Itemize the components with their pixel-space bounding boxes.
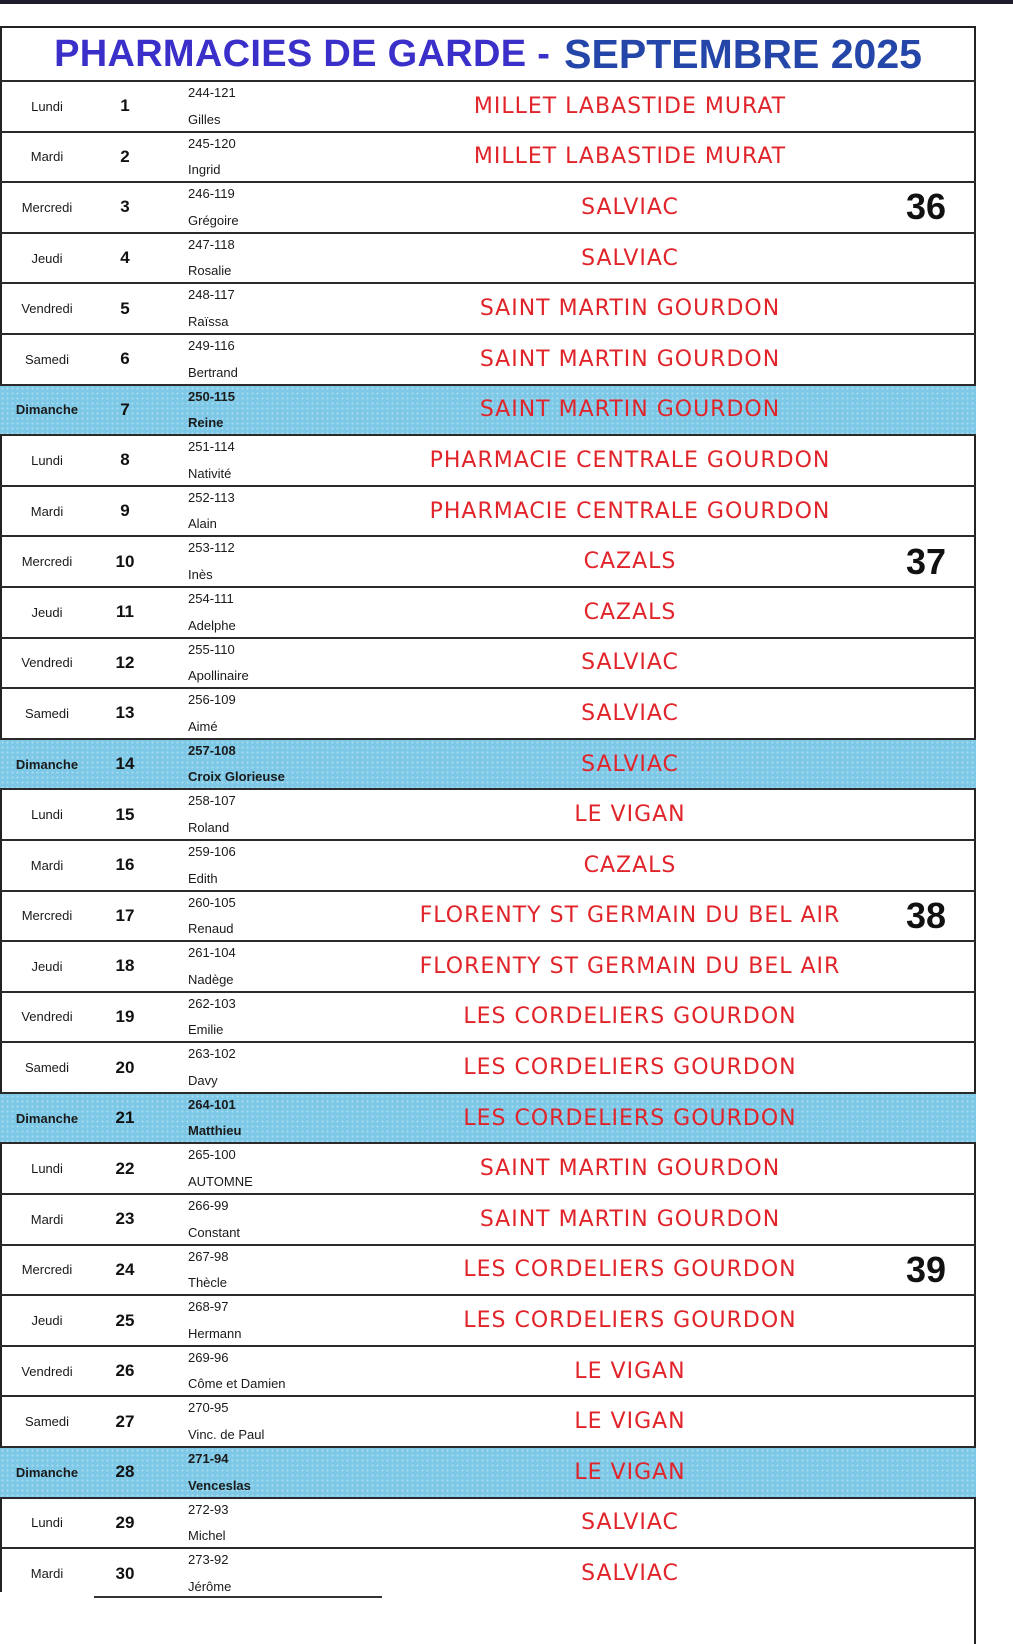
day-of-year-code: 259-106 <box>188 843 236 859</box>
table-row <box>0 839 976 890</box>
table-row <box>0 232 976 283</box>
date-number: 15 <box>115 804 135 824</box>
saint-name: Côme et Damien <box>188 1376 286 1392</box>
day-of-year-code: 250-115 <box>188 388 235 404</box>
day-cell: Samedi <box>24 1060 70 1076</box>
pharmacy-name: FLORENTY ST GERMAIN DU BEL AIR <box>419 953 841 979</box>
pharmacy-name: LES CORDELIERS GOURDON <box>463 1105 797 1131</box>
saint-name: Alain <box>188 516 217 532</box>
table-row <box>0 80 976 131</box>
week-number <box>890 993 962 1042</box>
day-cell: Vendredi <box>21 655 73 671</box>
day-cell: Samedi <box>24 705 70 721</box>
date-number: 4 <box>120 248 130 268</box>
pharmacy-name: SALVIAC <box>581 751 679 777</box>
title-left: PHARMACIES DE GARDE - <box>54 32 551 75</box>
table-row <box>0 890 976 941</box>
week-number <box>890 335 962 384</box>
pharmacy-name: MILLET LABASTIDE MURAT <box>473 93 787 119</box>
table-row <box>0 1092 976 1143</box>
day-of-year-code: 255-110 <box>188 641 235 657</box>
page-title <box>0 28 976 80</box>
week-number <box>890 487 962 536</box>
date-number: 26 <box>115 1361 135 1381</box>
day-of-year-code: 268-97 <box>188 1299 229 1315</box>
saint-name: Matthieu <box>188 1123 242 1139</box>
saint-name: Inès <box>188 566 213 582</box>
saint-name: Constant <box>188 1224 241 1240</box>
date-number: 16 <box>115 855 135 875</box>
day-of-year-code: 251-114 <box>188 439 235 455</box>
saint-name: Nativité <box>188 465 232 481</box>
saint-name: Vinc. de Paul <box>188 1427 265 1443</box>
day-cell: Dimanche <box>15 1464 79 1480</box>
date-number: 14 <box>115 754 135 774</box>
date-number: 8 <box>120 450 130 470</box>
day-of-year-code: 253-112 <box>188 540 235 556</box>
week-number <box>890 740 962 789</box>
day-cell: Lundi <box>31 1161 63 1177</box>
day-of-year-code: 245-120 <box>188 135 236 151</box>
saint-name: Rosalie <box>188 263 232 279</box>
table-row <box>0 1244 976 1295</box>
week-number <box>890 1448 962 1497</box>
duty-table <box>0 80 976 1598</box>
saint-name: Gilles <box>188 111 221 127</box>
date-number: 5 <box>120 298 130 318</box>
day-cell: Dimanche <box>15 402 79 418</box>
saint-name: Venceslas <box>188 1477 251 1493</box>
saint-name: AUTOMNE <box>188 1174 253 1190</box>
table-row <box>0 1294 976 1345</box>
day-of-year-code: 252-113 <box>188 489 235 505</box>
day-cell: Mardi <box>30 857 64 873</box>
week-number <box>890 284 962 333</box>
table-row <box>0 181 976 232</box>
day-of-year-code: 272-93 <box>188 1501 229 1517</box>
date-number: 21 <box>115 1108 135 1128</box>
week-number <box>890 1397 962 1446</box>
date-number: 27 <box>115 1411 135 1431</box>
day-cell: Mardi <box>30 503 64 519</box>
saint-name: Bertrand <box>188 364 238 380</box>
pharmacy-name: FLORENTY ST GERMAIN DU BEL AIR <box>419 903 841 929</box>
date-number: 22 <box>115 1158 135 1178</box>
week-number <box>890 1195 962 1244</box>
saint-name: Thècle <box>188 1275 228 1291</box>
table-row <box>0 1446 976 1497</box>
day-of-year-code: 262-103 <box>188 995 236 1011</box>
table-row <box>0 282 976 333</box>
week-number <box>890 639 962 688</box>
week-number <box>890 1499 962 1548</box>
saint-name: Apollinaire <box>188 668 249 684</box>
date-number: 13 <box>115 703 135 723</box>
saint-name: Raïssa <box>188 313 229 329</box>
day-of-year-code: 264-101 <box>188 1096 236 1112</box>
week-number: 37 <box>905 540 947 582</box>
table-row <box>0 1395 976 1446</box>
pharmacy-name: SAINT MARTIN GOURDON <box>479 296 781 322</box>
day-of-year-code: 270-95 <box>188 1400 229 1416</box>
day-of-year-code: 246-119 <box>188 186 235 202</box>
day-cell: Vendredi <box>21 1009 73 1025</box>
date-number: 3 <box>120 197 130 217</box>
pharmacy-name: SALVIAC <box>581 1561 679 1587</box>
day-of-year-code: 273-92 <box>188 1552 229 1568</box>
day-cell: Mercredi <box>21 199 73 215</box>
table-row <box>0 1547 976 1598</box>
day-cell: Samedi <box>24 1414 70 1430</box>
day-cell: Mercredi <box>21 554 73 570</box>
pharmacy-name: LE VIGAN <box>574 1358 686 1384</box>
pharmacy-name: SAINT MARTIN GOURDON <box>479 397 781 423</box>
pharmacy-name: LES CORDELIERS GOURDON <box>463 1257 797 1283</box>
saint-name: Croix Glorieuse <box>188 769 285 785</box>
day-of-year-code: 244-121 <box>188 85 236 100</box>
date-number: 9 <box>120 501 130 521</box>
saint-name: Nadège <box>188 971 234 987</box>
pharmacy-name: SAINT MARTIN GOURDON <box>479 1156 781 1182</box>
day-of-year-code: 260-105 <box>188 894 236 910</box>
saint-name: Aimé <box>188 718 218 734</box>
day-cell: Jeudi <box>31 958 63 974</box>
day-cell: Mardi <box>30 149 64 165</box>
table-row <box>0 1041 976 1092</box>
table-row <box>0 1193 976 1244</box>
day-of-year-code: 258-107 <box>188 793 236 809</box>
date-number: 1 <box>120 96 130 116</box>
week-number: 39 <box>905 1248 947 1290</box>
table-row <box>0 535 976 586</box>
day-cell: Mardi <box>30 1566 64 1582</box>
week-number <box>890 1144 962 1193</box>
date-number: 18 <box>115 956 135 976</box>
day-of-year-code: 269-96 <box>188 1349 229 1365</box>
day-of-year-code: 254-111 <box>188 590 234 606</box>
week-number <box>890 436 962 485</box>
pharmacy-name: SALVIAC <box>581 1510 679 1536</box>
day-of-year-code: 261-104 <box>188 945 236 961</box>
table-row <box>0 1345 976 1396</box>
saint-name: Davy <box>188 1072 218 1088</box>
saint-name: Ingrid <box>188 162 221 178</box>
day-of-year-code: 248-117 <box>188 287 235 303</box>
table-row <box>0 333 976 384</box>
pharmacy-name: SAINT MARTIN GOURDON <box>479 346 781 372</box>
saint-name: Reine <box>188 415 224 431</box>
pharmacy-name: SAINT MARTIN GOURDON <box>479 1206 781 1232</box>
week-number <box>890 1043 962 1092</box>
saint-name: Edith <box>188 870 218 886</box>
table-row <box>0 1142 976 1193</box>
date-number: 2 <box>120 146 130 166</box>
top-border <box>0 0 1013 4</box>
saint-name: Emilie <box>188 1022 224 1038</box>
pharmacy-name: SALVIAC <box>581 700 679 726</box>
table-row <box>0 131 976 182</box>
week-number <box>890 1094 962 1143</box>
day-cell: Vendredi <box>21 301 73 317</box>
day-of-year-code: 263-102 <box>188 1046 236 1062</box>
pharmacy-name: LES CORDELIERS GOURDON <box>463 1308 797 1334</box>
date-number: 7 <box>120 399 130 419</box>
pharmacy-name: LE VIGAN <box>574 802 686 828</box>
date-number: 19 <box>115 1006 135 1026</box>
week-number <box>890 942 962 991</box>
day-of-year-code: 267-98 <box>188 1248 229 1264</box>
pharmacy-name: CAZALS <box>583 549 677 575</box>
saint-name: Grégoire <box>188 212 239 228</box>
day-cell: Jeudi <box>31 1313 63 1329</box>
pharmacy-name: CAZALS <box>583 599 677 625</box>
day-cell: Jeudi <box>31 604 63 620</box>
table-row <box>0 586 976 637</box>
table-row <box>0 485 976 536</box>
date-number: 24 <box>115 1259 135 1279</box>
week-number: 36 <box>905 186 947 228</box>
date-number: 6 <box>120 349 130 369</box>
day-cell: Lundi <box>31 807 63 823</box>
table-row <box>0 940 976 991</box>
week-number <box>890 386 962 435</box>
table-row <box>0 738 976 789</box>
day-of-year-code: 256-109 <box>188 692 236 708</box>
pharmacy-name: LE VIGAN <box>574 1409 686 1435</box>
table-row <box>0 434 976 485</box>
pharmacy-name: LES CORDELIERS GOURDON <box>463 1055 797 1081</box>
week-number <box>890 234 962 283</box>
date-number: 10 <box>115 551 135 571</box>
pharmacy-name: SALVIAC <box>581 194 679 220</box>
day-of-year-code: 271-94 <box>188 1451 229 1467</box>
table-row <box>0 788 976 839</box>
table-row <box>0 1497 976 1548</box>
date-number: 30 <box>115 1563 135 1583</box>
day-of-year-code: 257-108 <box>188 742 236 758</box>
table-row <box>0 687 976 738</box>
week-number <box>890 82 962 131</box>
week-number <box>890 133 962 182</box>
date-number: 17 <box>115 905 135 925</box>
saint-name: Michel <box>188 1528 226 1544</box>
pharmacy-name: SALVIAC <box>581 650 679 676</box>
bottom-rule <box>94 1596 382 1598</box>
week-number: 38 <box>905 894 947 936</box>
week-number <box>890 1296 962 1345</box>
day-cell: Mercredi <box>21 908 73 924</box>
table-row <box>0 384 976 435</box>
date-number: 11 <box>116 602 134 622</box>
day-cell: Dimanche <box>15 756 79 772</box>
date-number: 28 <box>115 1462 135 1482</box>
week-number <box>890 689 962 738</box>
date-number: 29 <box>115 1512 135 1532</box>
date-number: 25 <box>115 1310 135 1330</box>
date-number: 12 <box>115 652 135 672</box>
day-cell: Jeudi <box>31 250 63 266</box>
day-cell: Mardi <box>30 1211 64 1227</box>
week-number <box>890 1347 962 1396</box>
saint-name: Roland <box>188 819 230 835</box>
title-month: SEPTEMBRE 2025 <box>564 30 922 77</box>
day-cell: Lundi <box>31 98 63 114</box>
saint-name: Jérôme <box>188 1578 232 1594</box>
day-cell: Vendredi <box>21 1363 73 1379</box>
day-of-year-code: 265-100 <box>188 1147 236 1163</box>
day-cell: Lundi <box>31 452 63 468</box>
date-number: 23 <box>115 1209 135 1229</box>
day-cell: Lundi <box>31 1515 63 1531</box>
saint-name: Adelphe <box>188 617 236 633</box>
week-number <box>890 841 962 890</box>
pharmacy-name: LES CORDELIERS GOURDON <box>463 1004 797 1030</box>
pharmacy-name: PHARMACIE CENTRALE GOURDON <box>429 447 831 473</box>
table-row <box>0 637 976 688</box>
day-cell: Samedi <box>24 351 70 367</box>
week-number <box>890 1549 962 1598</box>
day-cell: Mercredi <box>21 1262 73 1278</box>
pharmacy-name: CAZALS <box>583 852 677 878</box>
date-number: 20 <box>115 1057 135 1077</box>
day-of-year-code: 249-116 <box>188 337 235 353</box>
saint-name: Hermann <box>188 1325 242 1341</box>
day-of-year-code: 266-99 <box>188 1198 229 1214</box>
day-cell: Dimanche <box>15 1110 79 1126</box>
pharmacy-name: MILLET LABASTIDE MURAT <box>473 144 787 170</box>
table-row <box>0 991 976 1042</box>
week-number <box>890 790 962 839</box>
pharmacy-name: PHARMACIE CENTRALE GOURDON <box>429 498 831 524</box>
saint-name: Renaud <box>188 921 234 937</box>
pharmacy-name: SALVIAC <box>581 245 679 271</box>
pharmacy-name: LE VIGAN <box>574 1459 686 1485</box>
week-number <box>890 588 962 637</box>
day-of-year-code: 247-118 <box>188 236 235 252</box>
